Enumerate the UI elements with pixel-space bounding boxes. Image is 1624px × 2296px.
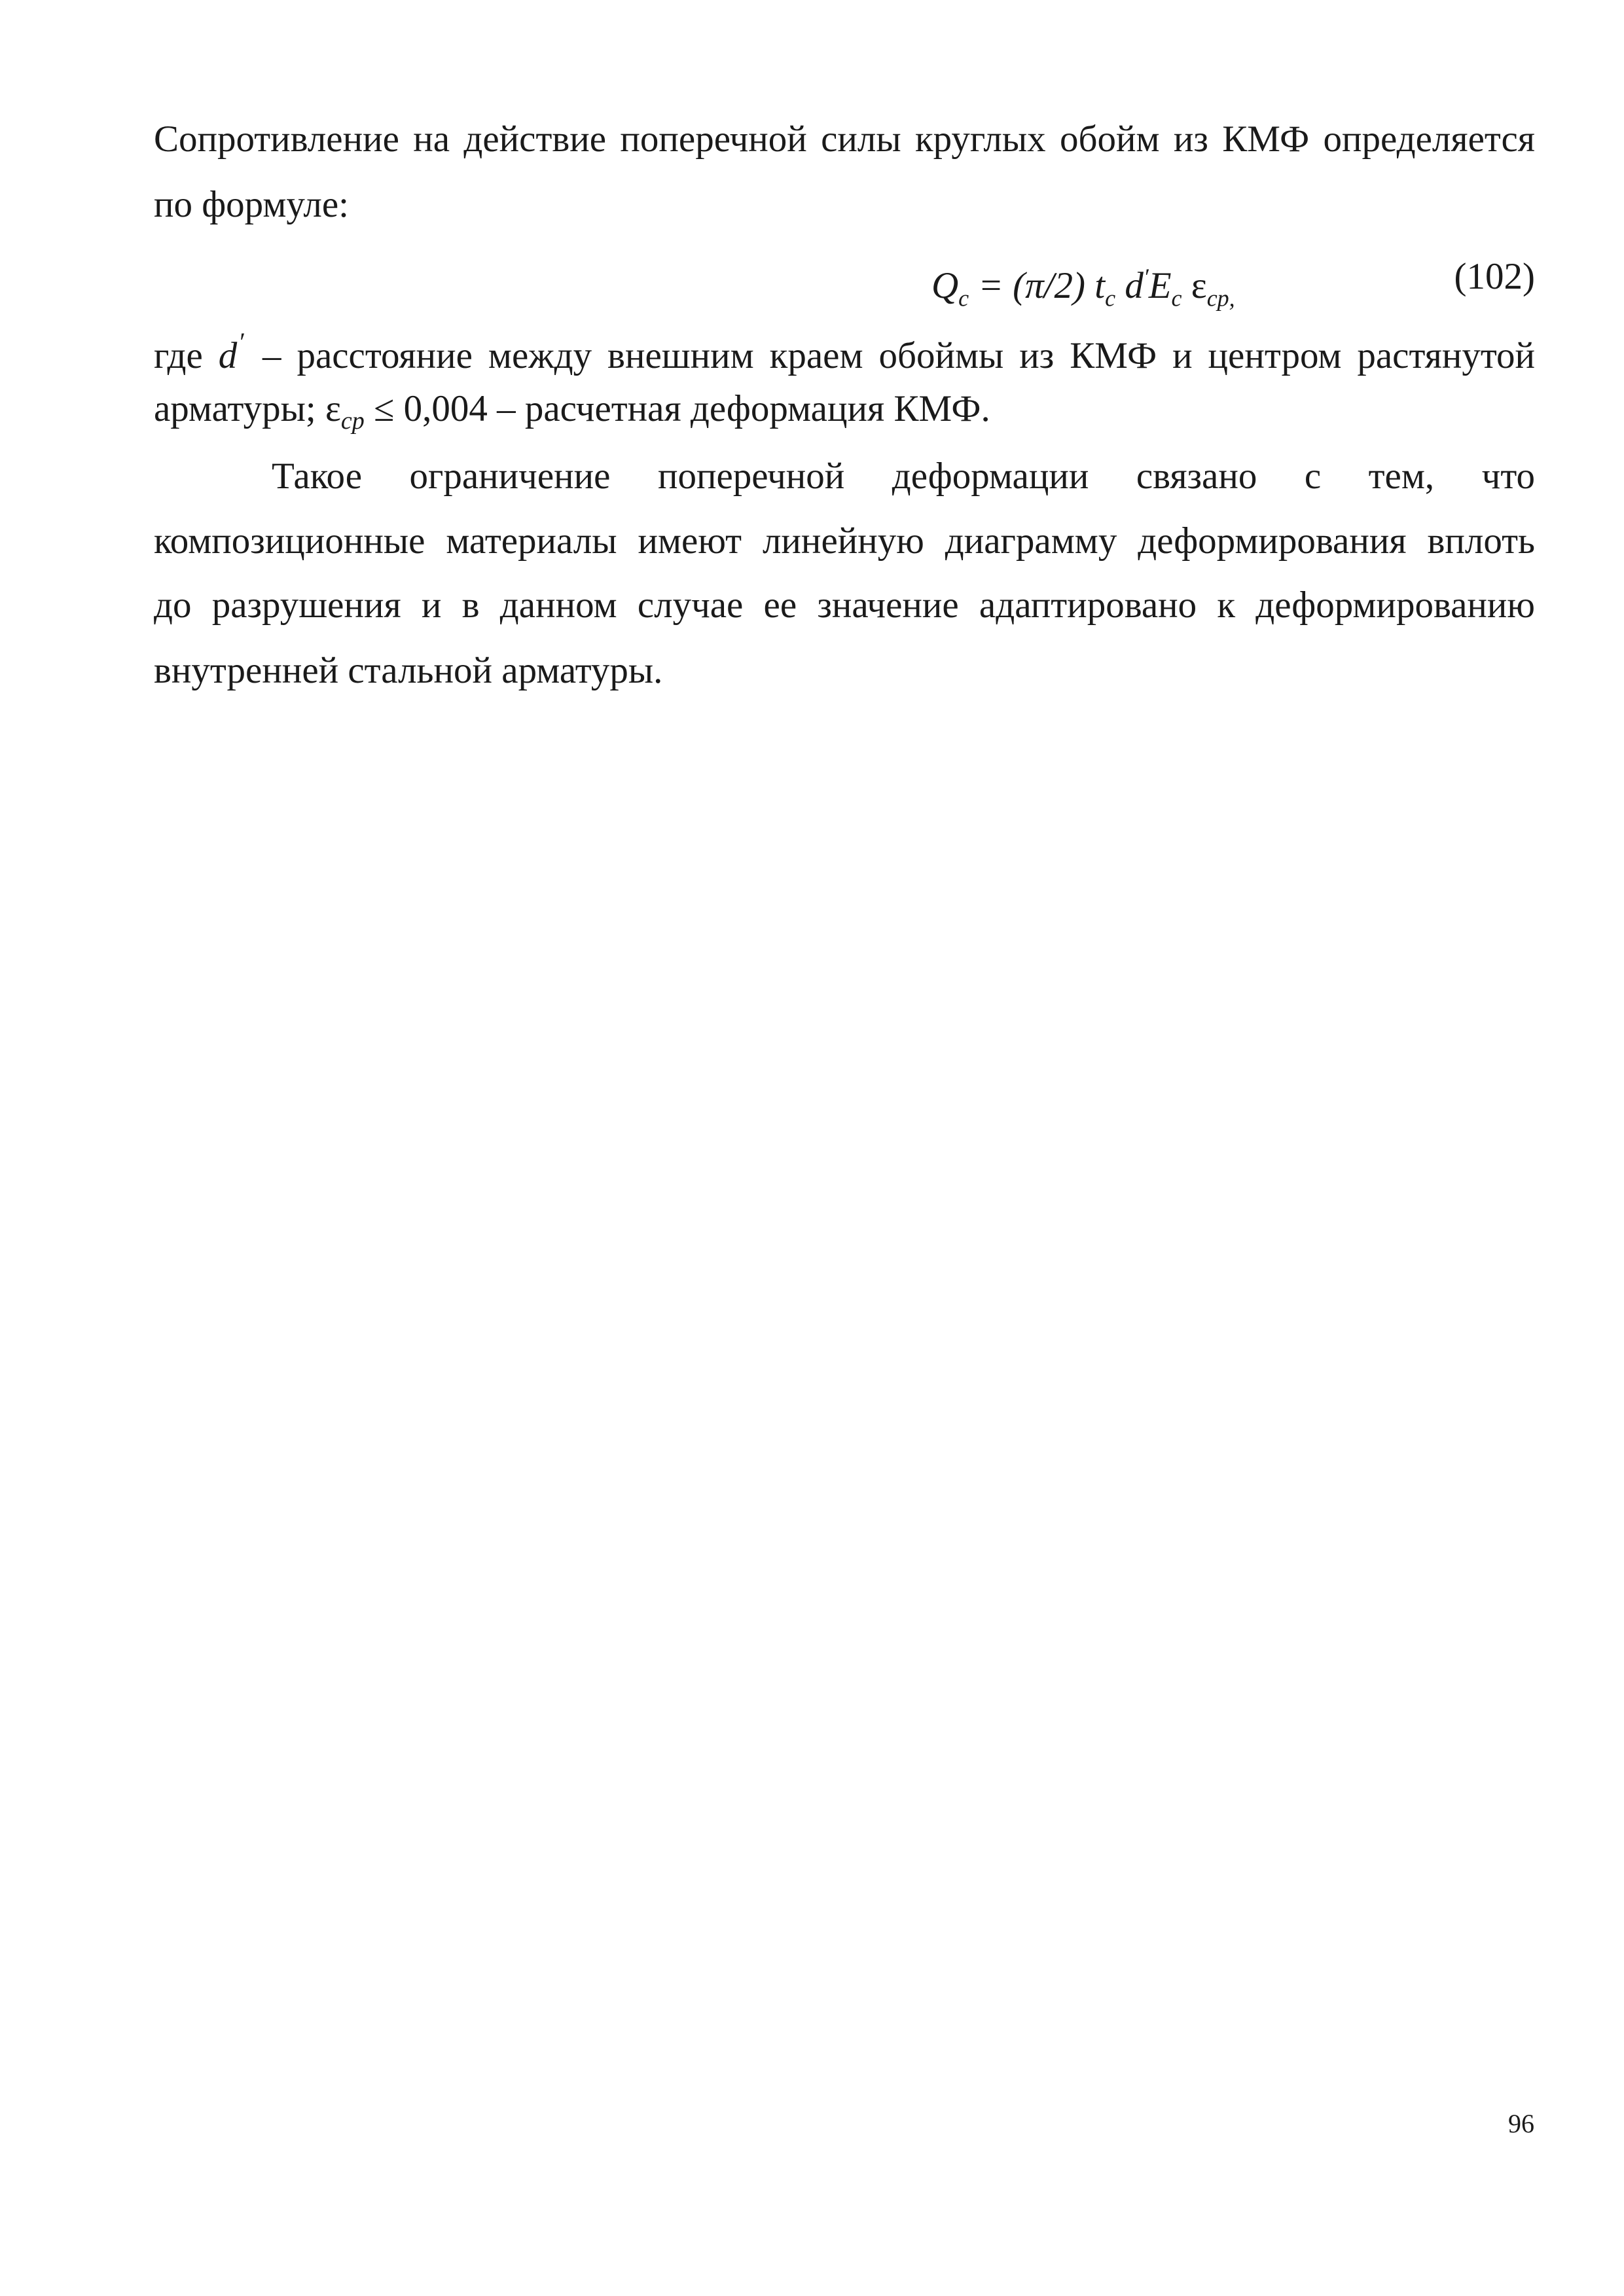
formula-d: d xyxy=(1115,265,1144,306)
paragraph1-line2: по формуле: xyxy=(154,184,349,225)
where-definition: – расстояние между внешним краем обоймы из КМФ и центром растянутой xyxy=(262,335,1536,376)
where-d: d xyxy=(218,335,238,376)
where-line2-rest: ≤ 0,004 – расчетная деформация КМФ. xyxy=(364,388,990,429)
formula-e-sub: c xyxy=(1171,285,1182,312)
paragraph2-line4: внутренней стальной арматуры. xyxy=(154,650,663,691)
where-line2 xyxy=(154,386,1535,444)
formula-eps-sub: cp, xyxy=(1206,285,1235,312)
formula-t: t xyxy=(1094,265,1106,306)
paragraph2-line1: Такое ограничение поперечной деформации связано с тем, что xyxy=(272,456,1535,497)
formula-q: Q xyxy=(931,265,959,306)
formula-q-sub: c xyxy=(958,285,969,312)
where-line1 xyxy=(154,319,1535,379)
where-prefix: где xyxy=(154,335,219,376)
paragraph2-line3: до разрушения и в данном случае ее значение адаптировано к деформированию xyxy=(154,584,1535,626)
formula-eq: = (π/2) xyxy=(969,265,1095,306)
formula-row xyxy=(154,251,1535,312)
where-d-prime: ′ xyxy=(240,327,246,357)
where-line2-start: арматуры; ε xyxy=(154,388,341,429)
paragraph1-line1: Сопротивление на действие поперечной силы круглых обойм из КМФ определяется xyxy=(154,118,1535,160)
formula-d-prime: ′ xyxy=(1143,264,1149,290)
page-number: 96 xyxy=(1508,2109,1534,2138)
equation-number: (102) xyxy=(1454,256,1535,297)
formula-eps: ε xyxy=(1182,265,1207,306)
where-line2-sub: cp xyxy=(340,407,365,435)
paragraph2-line2: композиционные материалы имеют линейную диаграмму деформирования вплоть xyxy=(154,520,1535,562)
formula-102 xyxy=(931,251,1235,324)
formula-t-sub: c xyxy=(1105,285,1116,312)
formula-e: E xyxy=(1148,265,1172,306)
